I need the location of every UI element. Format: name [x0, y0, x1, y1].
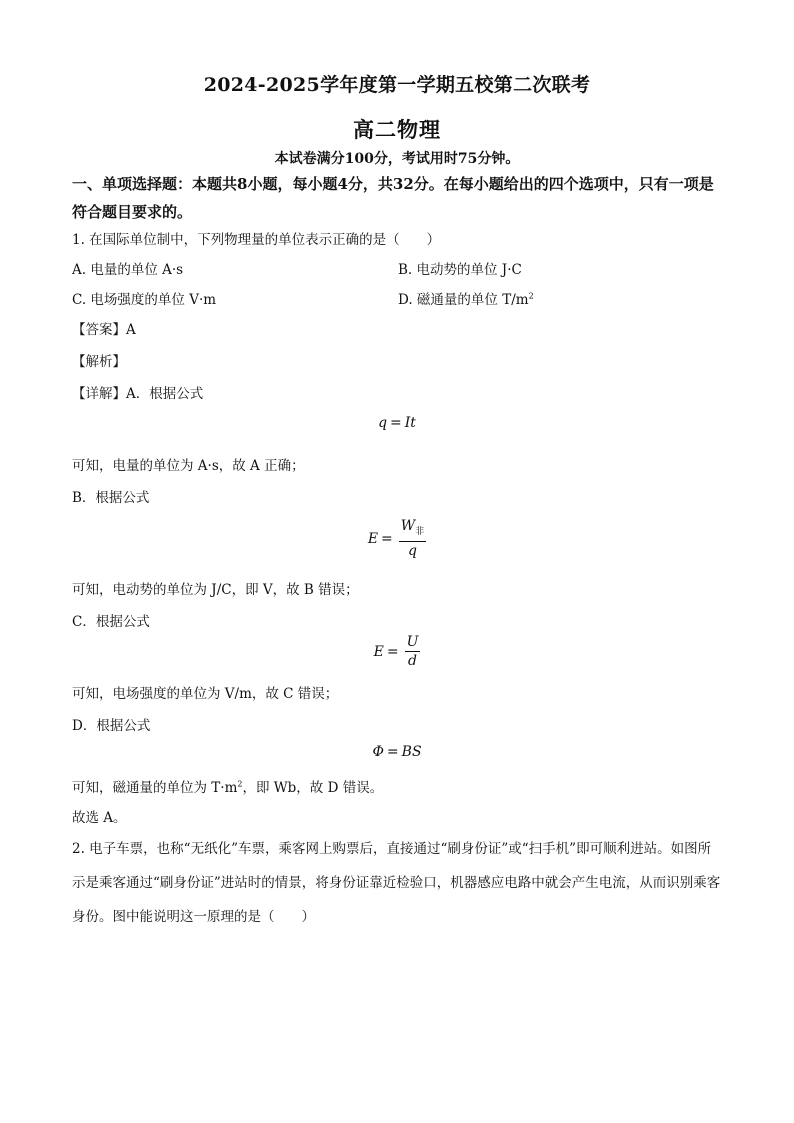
question-2-stem: 2. 电子车票，也称“无纸化”车票，乘客网上购票后，直接通过“刷身份证”或“扫手机”即可顺利进站。如图所示是乘客通过“刷身份证”进站时的情景，将身份证靠近检验口，机器感应电路中就会产生电流，从而识别乘客身份。图中能说明这一原理的是（ ） — [72, 841, 721, 925]
question-1-stem: 1. 在国际单位制中，下列物理量的单位表示正确的是（ ） — [72, 232, 441, 248]
exam-title: 2024-2025学年度第一学期五校第二次联考 — [203, 74, 591, 96]
formula-b-den: q — [408, 543, 417, 559]
formula-c-den: d — [408, 653, 417, 669]
formula-d-rhs: BS — [401, 744, 422, 760]
exam-note: 本试卷满分100分，考试用时75分钟。 — [274, 151, 520, 167]
formula-c-num: U — [406, 634, 419, 650]
formula-b: E = $\frac{W_非}{q}$ — [367, 518, 425, 559]
section-heading: 一、单项选择题：本题共8小题，每小题4分，共32分。在每小题给出的四个选项中，只有一项是符合题目要求的。 — [72, 175, 714, 221]
formula-a: q = It — [378, 415, 416, 431]
formula-b-fraction — [399, 518, 426, 559]
conclusion-a: 可知，电量的单位为 A·s，故 A 正确； — [72, 458, 305, 474]
formula-a-rhs: It — [404, 415, 416, 431]
formula-c: E = $\frac{U}{d}$ — [373, 634, 419, 669]
formula-a-lhs: q — [378, 415, 388, 431]
option-d-sup: 2 — [528, 291, 534, 301]
final-answer: 故选 A。 — [72, 810, 127, 826]
answer-line: 【答案】A — [72, 322, 136, 338]
detail-d: D．根据公式 — [72, 718, 151, 734]
exam-subject: 高二物理 — [353, 117, 441, 142]
formula-b-num-sub: 非 — [415, 527, 425, 537]
detail-a: 【详解】A．根据公式 — [72, 386, 204, 402]
conclusion-d-sup: 2 — [237, 779, 243, 789]
formula-b-lhs: E — [367, 530, 379, 547]
formula-b-num: W — [400, 518, 416, 534]
option-c: C. 电场强度的单位 V·m — [72, 292, 217, 308]
option-a: A. 电量的单位 A·s — [72, 262, 184, 278]
conclusion-d-pre: 可知，磁通量的单位为 T·m — [72, 780, 238, 796]
option-d-text: D. 磁通量的单位 T/m — [398, 292, 529, 308]
formula-d: Φ = BS — [372, 744, 422, 760]
detail-c: C．根据公式 — [72, 614, 150, 630]
formula-d-lhs: Φ — [372, 744, 384, 760]
conclusion-b: 可知，电动势的单位为 J/C，即 V，故 B 错误； — [72, 582, 359, 598]
conclusion-d — [72, 776, 383, 796]
analysis-label: 【解析】 — [72, 354, 126, 370]
option-b: B. 电动势的单位 J·C — [398, 262, 522, 278]
detail-b: B．根据公式 — [72, 490, 150, 506]
conclusion-d-post: ，即 Wb，故 D 错误。 — [242, 780, 384, 796]
formula-c-lhs: E — [373, 643, 384, 660]
option-d — [398, 288, 534, 308]
conclusion-c: 可知，电场强度的单位为 V/m，故 C 错误； — [72, 686, 339, 702]
formula-c-fraction — [405, 634, 421, 669]
